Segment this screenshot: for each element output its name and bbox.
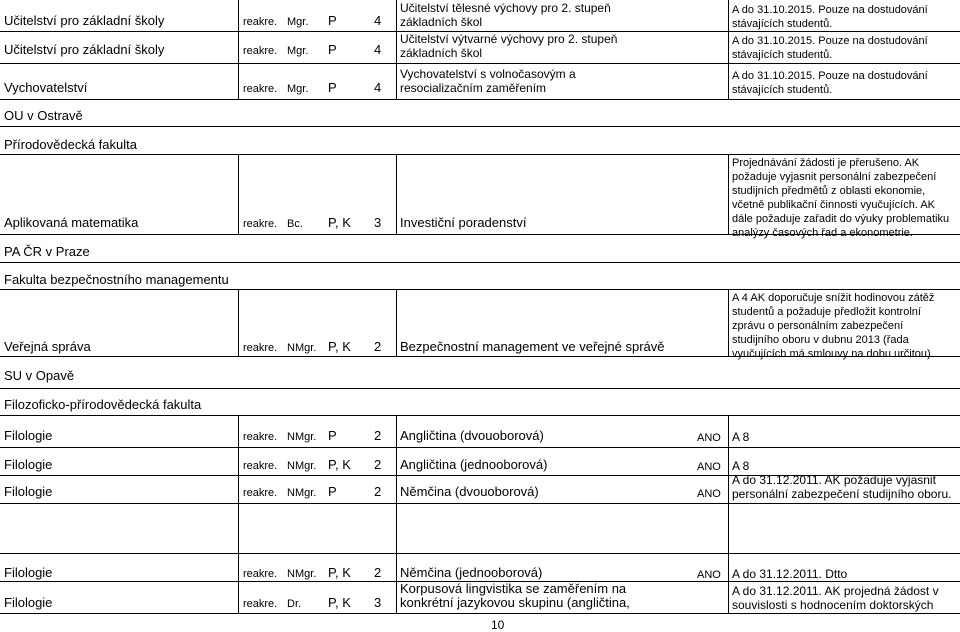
specialization: Němčina (dvouoborová) [400,484,539,499]
decision-note: A 8 [732,430,750,444]
row-divider [0,553,960,554]
combination-flag: ANO [697,432,721,444]
decision-note: A 8 [732,459,750,473]
degree: Bc. [287,218,303,230]
row-divider [0,613,960,614]
duration-years: 3 [374,595,382,610]
duration-years: 2 [374,457,382,472]
duration-years: 2 [374,565,382,580]
row-divider [0,388,960,389]
study-form: P, K [328,457,351,472]
row-divider [0,289,960,290]
program-type: reakre. [243,568,278,580]
row-divider [0,415,960,416]
field-name: Filologie [4,565,53,580]
field-name: Filologie [4,484,53,499]
faculty-heading: Filozoficko-přírodovědecká fakulta [4,397,202,412]
degree: NMgr. [287,342,317,354]
field-name: Aplikovaná matematika [4,215,139,230]
col-divider [728,415,729,613]
institution-heading: OU v Ostravě [4,108,83,123]
program-type: reakre. [243,16,278,28]
col-divider [728,289,729,356]
duration-years: 2 [374,428,382,443]
duration-years: 4 [374,42,382,57]
faculty-heading: Fakulta bezpečnostního managementu [4,272,229,287]
study-form: P [328,42,337,57]
col-divider [396,154,397,234]
specialization: Korpusová lingvistika se zaměřením na konkrétní jazykovou skupinu (angličtina, [400,581,630,610]
study-form: P, K [328,215,351,230]
study-form: P, K [328,339,351,354]
program-type: reakre. [243,342,278,354]
specialization: Učitelství tělesné výchovy pro 2. stupeň základních škol [400,1,611,29]
institution-heading: SU v Opavě [4,368,75,383]
program-type: reakre. [243,45,278,57]
row-divider [0,503,960,504]
decision-note: A do 31.12.2011. AK projedná žádost v souvislosti s hodnocením doktorských [732,584,939,612]
study-form: P, K [328,565,351,580]
row-divider [0,126,960,127]
duration-years: 2 [374,339,382,354]
decision-note: A do 31.10.2015. Pouze na dostudování stávajících studentů. [732,35,928,61]
specialization: Investiční poradenství [400,215,527,230]
program-type: reakre. [243,460,278,472]
col-divider [728,0,729,99]
col-divider [728,154,729,234]
col-divider [238,415,239,613]
field-name: Vychovatelství [4,80,88,95]
specialization: Vychovatelství s volnočasovým a resocializačním zaměřením [400,67,576,95]
study-form: P [328,80,337,95]
col-divider [396,289,397,356]
combination-flag: ANO [697,461,721,473]
faculty-heading: Přírodovědecká fakulta [4,137,137,152]
row-divider [0,154,960,155]
specialization: Němčina (jednooborová) [400,565,543,580]
degree: NMgr. [287,460,317,472]
study-form: P [328,428,337,443]
row-divider [0,63,960,64]
decision-note: Projednávání žádosti je přerušeno. AK požaduje vyjasnit personální zabezpečení studijních předmětů z oblasti ekonomie, včetně publikační činnosti vyučujících. AK dále požaduje zařadit do výuky problematiku analýzy časových řad a ekonometrie. [732,157,950,239]
degree: Mgr. [287,83,309,95]
program-type: reakre. [243,487,278,499]
combination-flag: ANO [697,488,721,500]
field-name: Veřejná správa [4,339,91,354]
col-divider [238,154,239,234]
field-name: Filologie [4,595,53,610]
col-divider [238,0,239,99]
degree: NMgr. [287,487,317,499]
field-name: Učitelství pro základní školy [4,42,165,57]
specialization: Učitelství výtvarné výchovy pro 2. stupeň základních škol [400,32,618,60]
decision-note: A do 31.12.2011. AK požaduje vyjasnit personální zabezpečení studijního oboru. [732,473,952,501]
duration-years: 3 [374,215,382,230]
program-type: reakre. [243,218,278,230]
program-type: reakre. [243,598,278,610]
decision-note: A do 31.12.2011. Dtto [732,567,848,581]
col-divider [396,415,397,613]
page-number: 10 [491,618,505,632]
study-form: P [328,484,337,499]
degree: Mgr. [287,45,309,57]
degree: Mgr. [287,16,309,28]
study-form: P [328,13,337,28]
decision-note: A do 31.10.2015. Pouze na dostudování stávajících studentů. [732,4,928,30]
institution-heading: PA ČR v Praze [4,244,90,259]
field-name: Filologie [4,457,53,472]
program-type: reakre. [243,431,278,443]
specialization: Angličtina (dvouoborová) [400,428,544,443]
col-divider [396,0,397,99]
duration-years: 4 [374,80,382,95]
field-name: Filologie [4,428,53,443]
duration-years: 4 [374,13,382,28]
specialization: Angličtina (jednooborová) [400,457,548,472]
decision-note: A do 31.10.2015. Pouze na dostudování stávajících studentů. [732,70,928,96]
decision-note: A 4 AK doporučuje snížit hodinovou zátěž studentů a požaduje předložit kontrolní zprávu o personálním zabezpečení studijního oboru v dubnu 2013 (řada vyučujících má smlouvy na dobu určitou). [732,292,935,360]
duration-years: 2 [374,484,382,499]
study-form: P, K [328,595,351,610]
degree: NMgr. [287,568,317,580]
program-type: reakre. [243,83,278,95]
field-name: Učitelství pro základní školy [4,13,165,28]
row-divider [0,262,960,263]
col-divider [238,289,239,356]
degree: Dr. [287,598,302,610]
degree: NMgr. [287,431,317,443]
combination-flag: ANO [697,569,721,581]
row-divider [0,99,960,100]
specialization: Bezpečnostní management ve veřejné správě [400,339,665,354]
row-divider [0,447,960,448]
